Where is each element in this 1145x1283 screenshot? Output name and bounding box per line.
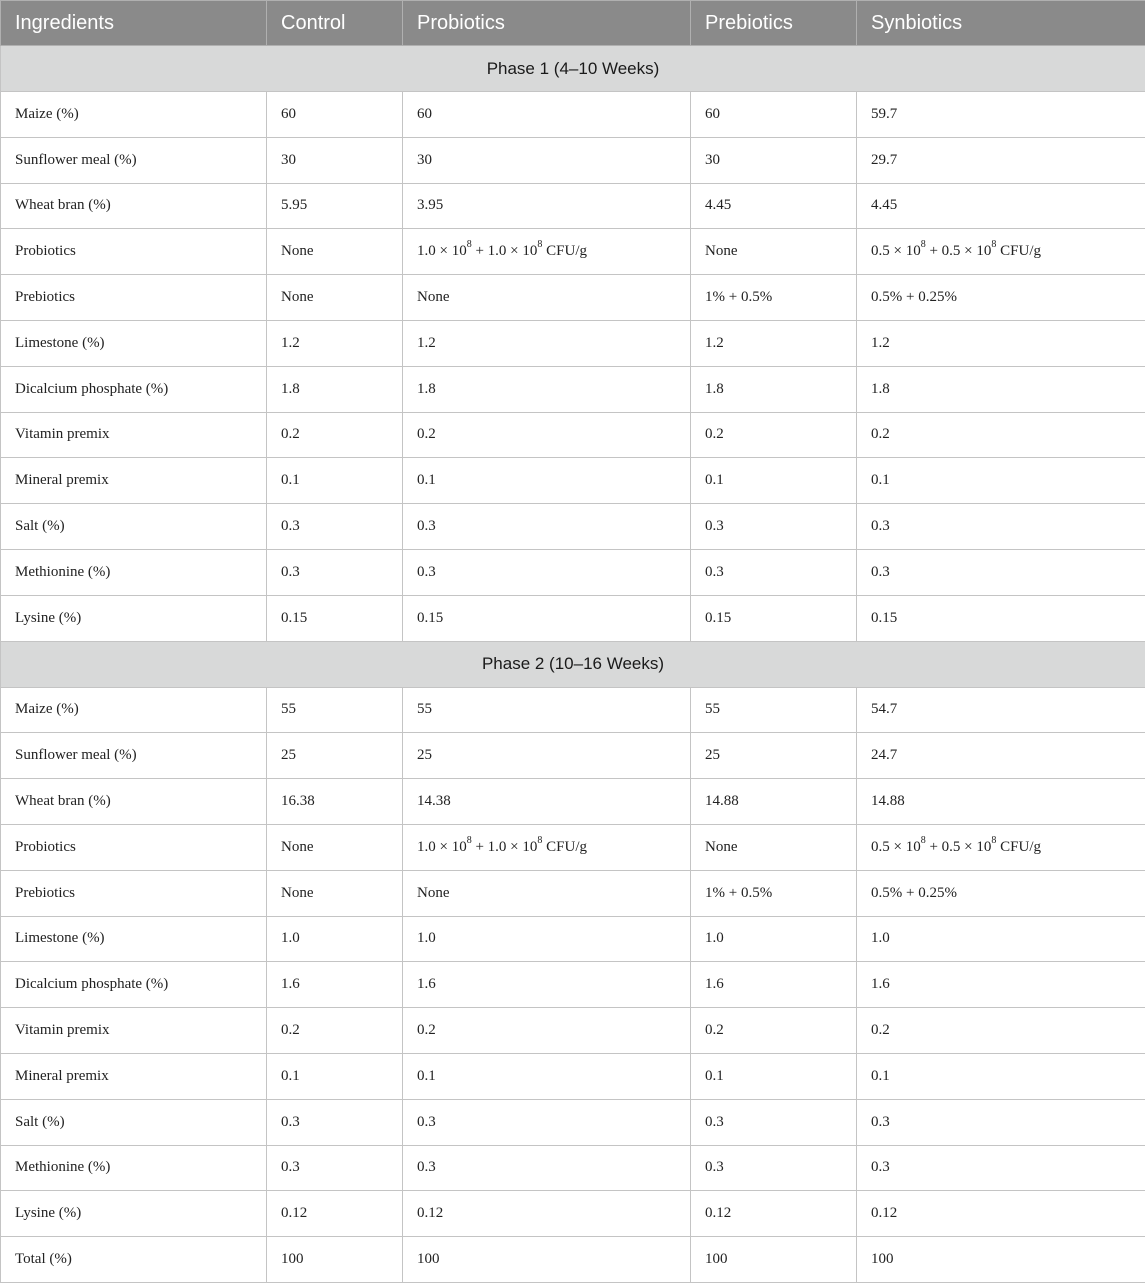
- ingredient-cell: Salt (%): [1, 1099, 267, 1145]
- table-row: [1, 733, 1145, 779]
- ingredient-cell: Total (%): [1, 1237, 267, 1283]
- table-row: [1, 916, 1145, 962]
- value-cell: 0.2: [403, 412, 691, 458]
- table-row: [1, 1099, 1145, 1145]
- value-cell: None: [403, 870, 691, 916]
- value-cell: 1.6: [691, 962, 857, 1008]
- ingredient-cell: Sunflower meal (%): [1, 137, 267, 183]
- ingredient-cell: Limestone (%): [1, 320, 267, 366]
- value-cell: 0.3: [857, 1099, 1145, 1145]
- value-cell: 0.12: [267, 1191, 403, 1237]
- value-cell: 100: [267, 1237, 403, 1283]
- value-cell: 1.2: [691, 320, 857, 366]
- value-cell: 30: [267, 137, 403, 183]
- value-cell: 0.12: [403, 1191, 691, 1237]
- ingredient-cell: Methionine (%): [1, 1145, 267, 1191]
- value-cell: 0.12: [857, 1191, 1145, 1237]
- value-cell: 16.38: [267, 779, 403, 825]
- ingredient-cell: Dicalcium phosphate (%): [1, 962, 267, 1008]
- value-cell: $0.5 \times 10^8 + 0.5 \times 10^8$ CFU/g: [857, 824, 1145, 870]
- ingredient-cell: Prebiotics: [1, 870, 267, 916]
- value-cell: 0.3: [857, 549, 1145, 595]
- header-control: Control: [267, 1, 403, 46]
- value-cell: None: [267, 824, 403, 870]
- value-cell: 1.0: [691, 916, 857, 962]
- ingredient-cell: Prebiotics: [1, 275, 267, 321]
- value-cell: 1.0: [857, 916, 1145, 962]
- table-row: [1, 962, 1145, 1008]
- value-cell: 0.3: [403, 549, 691, 595]
- ingredient-cell: Maize (%): [1, 92, 267, 138]
- value-cell: 5.95: [267, 183, 403, 229]
- value-cell: $1.0 \times 10^8 + 1.0 \times 10^8$ CFU/g: [403, 824, 691, 870]
- value-cell: 0.1: [403, 458, 691, 504]
- value-cell: 0.3: [267, 1145, 403, 1191]
- value-cell: 55: [267, 687, 403, 733]
- value-cell: 0.15: [857, 595, 1145, 641]
- header-row: [1, 1, 1145, 46]
- value-cell: 4.45: [691, 183, 857, 229]
- value-cell: 14.88: [857, 779, 1145, 825]
- ingredient-cell: Wheat bran (%): [1, 183, 267, 229]
- value-cell: 1.6: [403, 962, 691, 1008]
- value-cell: 0.3: [691, 1099, 857, 1145]
- table-row: [1, 229, 1145, 275]
- value-cell: 0.15: [691, 595, 857, 641]
- value-cell: 14.88: [691, 779, 857, 825]
- value-cell: 1.2: [857, 320, 1145, 366]
- value-cell: 55: [403, 687, 691, 733]
- value-cell: 4.45: [857, 183, 1145, 229]
- value-cell: 0.3: [403, 1145, 691, 1191]
- value-cell: 30: [403, 137, 691, 183]
- value-cell: 0.12: [691, 1191, 857, 1237]
- value-cell: 100: [403, 1237, 691, 1283]
- value-cell: 0.15: [403, 595, 691, 641]
- value-cell: 0.2: [857, 1008, 1145, 1054]
- ingredient-cell: Mineral premix: [1, 458, 267, 504]
- value-cell: 60: [267, 92, 403, 138]
- ingredient-cell: Vitamin premix: [1, 1008, 267, 1054]
- table-row: [1, 1145, 1145, 1191]
- ingredient-cell: Dicalcium phosphate (%): [1, 366, 267, 412]
- value-cell: 0.1: [267, 1053, 403, 1099]
- value-cell: $1.0 \times 10^8 + 1.0 \times 10^8$ CFU/g: [403, 229, 691, 275]
- ingredient-cell: Maize (%): [1, 687, 267, 733]
- table-row: [1, 275, 1145, 321]
- table-row: [1, 137, 1145, 183]
- table-row: [1, 1237, 1145, 1283]
- ingredient-cell: Lysine (%): [1, 595, 267, 641]
- value-cell: 1.8: [403, 366, 691, 412]
- table-row: [1, 504, 1145, 550]
- table-row: [1, 1008, 1145, 1054]
- table-row: [1, 412, 1145, 458]
- phase-row: [1, 641, 1145, 687]
- value-cell: 0.3: [691, 1145, 857, 1191]
- value-cell: 59.7: [857, 92, 1145, 138]
- ingredient-cell: Mineral premix: [1, 1053, 267, 1099]
- ingredient-cell: Methionine (%): [1, 549, 267, 595]
- value-cell: 0.2: [691, 412, 857, 458]
- table-row: [1, 779, 1145, 825]
- header-probiotics: Probiotics: [403, 1, 691, 46]
- value-cell: 0.3: [267, 504, 403, 550]
- table-row: [1, 92, 1145, 138]
- value-cell: 25: [403, 733, 691, 779]
- table-row: [1, 458, 1145, 504]
- table-row: [1, 1053, 1145, 1099]
- value-cell: 100: [691, 1237, 857, 1283]
- value-cell: 0.1: [691, 458, 857, 504]
- table-row: [1, 1191, 1145, 1237]
- header-prebiotics: Prebiotics: [691, 1, 857, 46]
- table-row: [1, 687, 1145, 733]
- table-row: [1, 824, 1145, 870]
- value-cell: 100: [857, 1237, 1145, 1283]
- value-cell: 25: [691, 733, 857, 779]
- value-cell: 0.1: [267, 458, 403, 504]
- value-cell: 14.38: [403, 779, 691, 825]
- value-cell: 0.3: [267, 1099, 403, 1145]
- value-cell: 30: [691, 137, 857, 183]
- value-cell: 0.15: [267, 595, 403, 641]
- table-body: [1, 46, 1145, 1283]
- value-cell: 0.3: [403, 1099, 691, 1145]
- value-cell: 1% + 0.5%: [691, 870, 857, 916]
- value-cell: 24.7: [857, 733, 1145, 779]
- value-cell: None: [267, 275, 403, 321]
- value-cell: 0.3: [403, 504, 691, 550]
- ingredient-cell: Vitamin premix: [1, 412, 267, 458]
- value-cell: 1.0: [403, 916, 691, 962]
- value-cell: 25: [267, 733, 403, 779]
- value-cell: 1.6: [857, 962, 1145, 1008]
- value-cell: 0.3: [857, 1145, 1145, 1191]
- value-cell: 0.3: [691, 549, 857, 595]
- value-cell: 0.1: [403, 1053, 691, 1099]
- ingredient-cell: Lysine (%): [1, 1191, 267, 1237]
- header-synbiotics: Synbiotics: [857, 1, 1145, 46]
- value-cell: 0.2: [267, 412, 403, 458]
- value-cell: 1.0: [267, 916, 403, 962]
- table-row: [1, 183, 1145, 229]
- value-cell: 0.2: [691, 1008, 857, 1054]
- value-cell: 0.1: [691, 1053, 857, 1099]
- value-cell: 1.8: [691, 366, 857, 412]
- value-cell: 60: [691, 92, 857, 138]
- table-row: [1, 549, 1145, 595]
- value-cell: 55: [691, 687, 857, 733]
- value-cell: 60: [403, 92, 691, 138]
- phase-title: Phase 2 (10–16 Weeks): [1, 641, 1145, 687]
- value-cell: 0.5% + 0.25%: [857, 275, 1145, 321]
- value-cell: 1.8: [857, 366, 1145, 412]
- value-cell: 3.95: [403, 183, 691, 229]
- value-cell: 1.2: [267, 320, 403, 366]
- value-cell: 0.2: [267, 1008, 403, 1054]
- phase-row: [1, 46, 1145, 92]
- value-cell: 1% + 0.5%: [691, 275, 857, 321]
- ingredient-cell: Sunflower meal (%): [1, 733, 267, 779]
- value-cell: 0.2: [403, 1008, 691, 1054]
- value-cell: $0.5 \times 10^8 + 0.5 \times 10^8$ CFU/g: [857, 229, 1145, 275]
- table-row: [1, 870, 1145, 916]
- ingredient-cell: Limestone (%): [1, 916, 267, 962]
- value-cell: None: [267, 870, 403, 916]
- ingredient-cell: Probiotics: [1, 229, 267, 275]
- value-cell: None: [267, 229, 403, 275]
- header-ingredients: Ingredients: [1, 1, 267, 46]
- phase-title: Phase 1 (4–10 Weeks): [1, 46, 1145, 92]
- value-cell: 0.2: [857, 412, 1145, 458]
- value-cell: 0.3: [857, 504, 1145, 550]
- value-cell: 1.6: [267, 962, 403, 1008]
- table-row: [1, 595, 1145, 641]
- value-cell: 0.1: [857, 458, 1145, 504]
- value-cell: 0.3: [267, 549, 403, 595]
- value-cell: 0.3: [691, 504, 857, 550]
- ingredient-cell: Salt (%): [1, 504, 267, 550]
- value-cell: None: [691, 229, 857, 275]
- value-cell: 1.2: [403, 320, 691, 366]
- ingredient-cell: Wheat bran (%): [1, 779, 267, 825]
- value-cell: 0.5% + 0.25%: [857, 870, 1145, 916]
- table-row: [1, 320, 1145, 366]
- value-cell: 0.1: [857, 1053, 1145, 1099]
- value-cell: 29.7: [857, 137, 1145, 183]
- value-cell: 1.8: [267, 366, 403, 412]
- ingredient-cell: Probiotics: [1, 824, 267, 870]
- value-cell: None: [691, 824, 857, 870]
- value-cell: 54.7: [857, 687, 1145, 733]
- table-row: [1, 366, 1145, 412]
- value-cell: None: [403, 275, 691, 321]
